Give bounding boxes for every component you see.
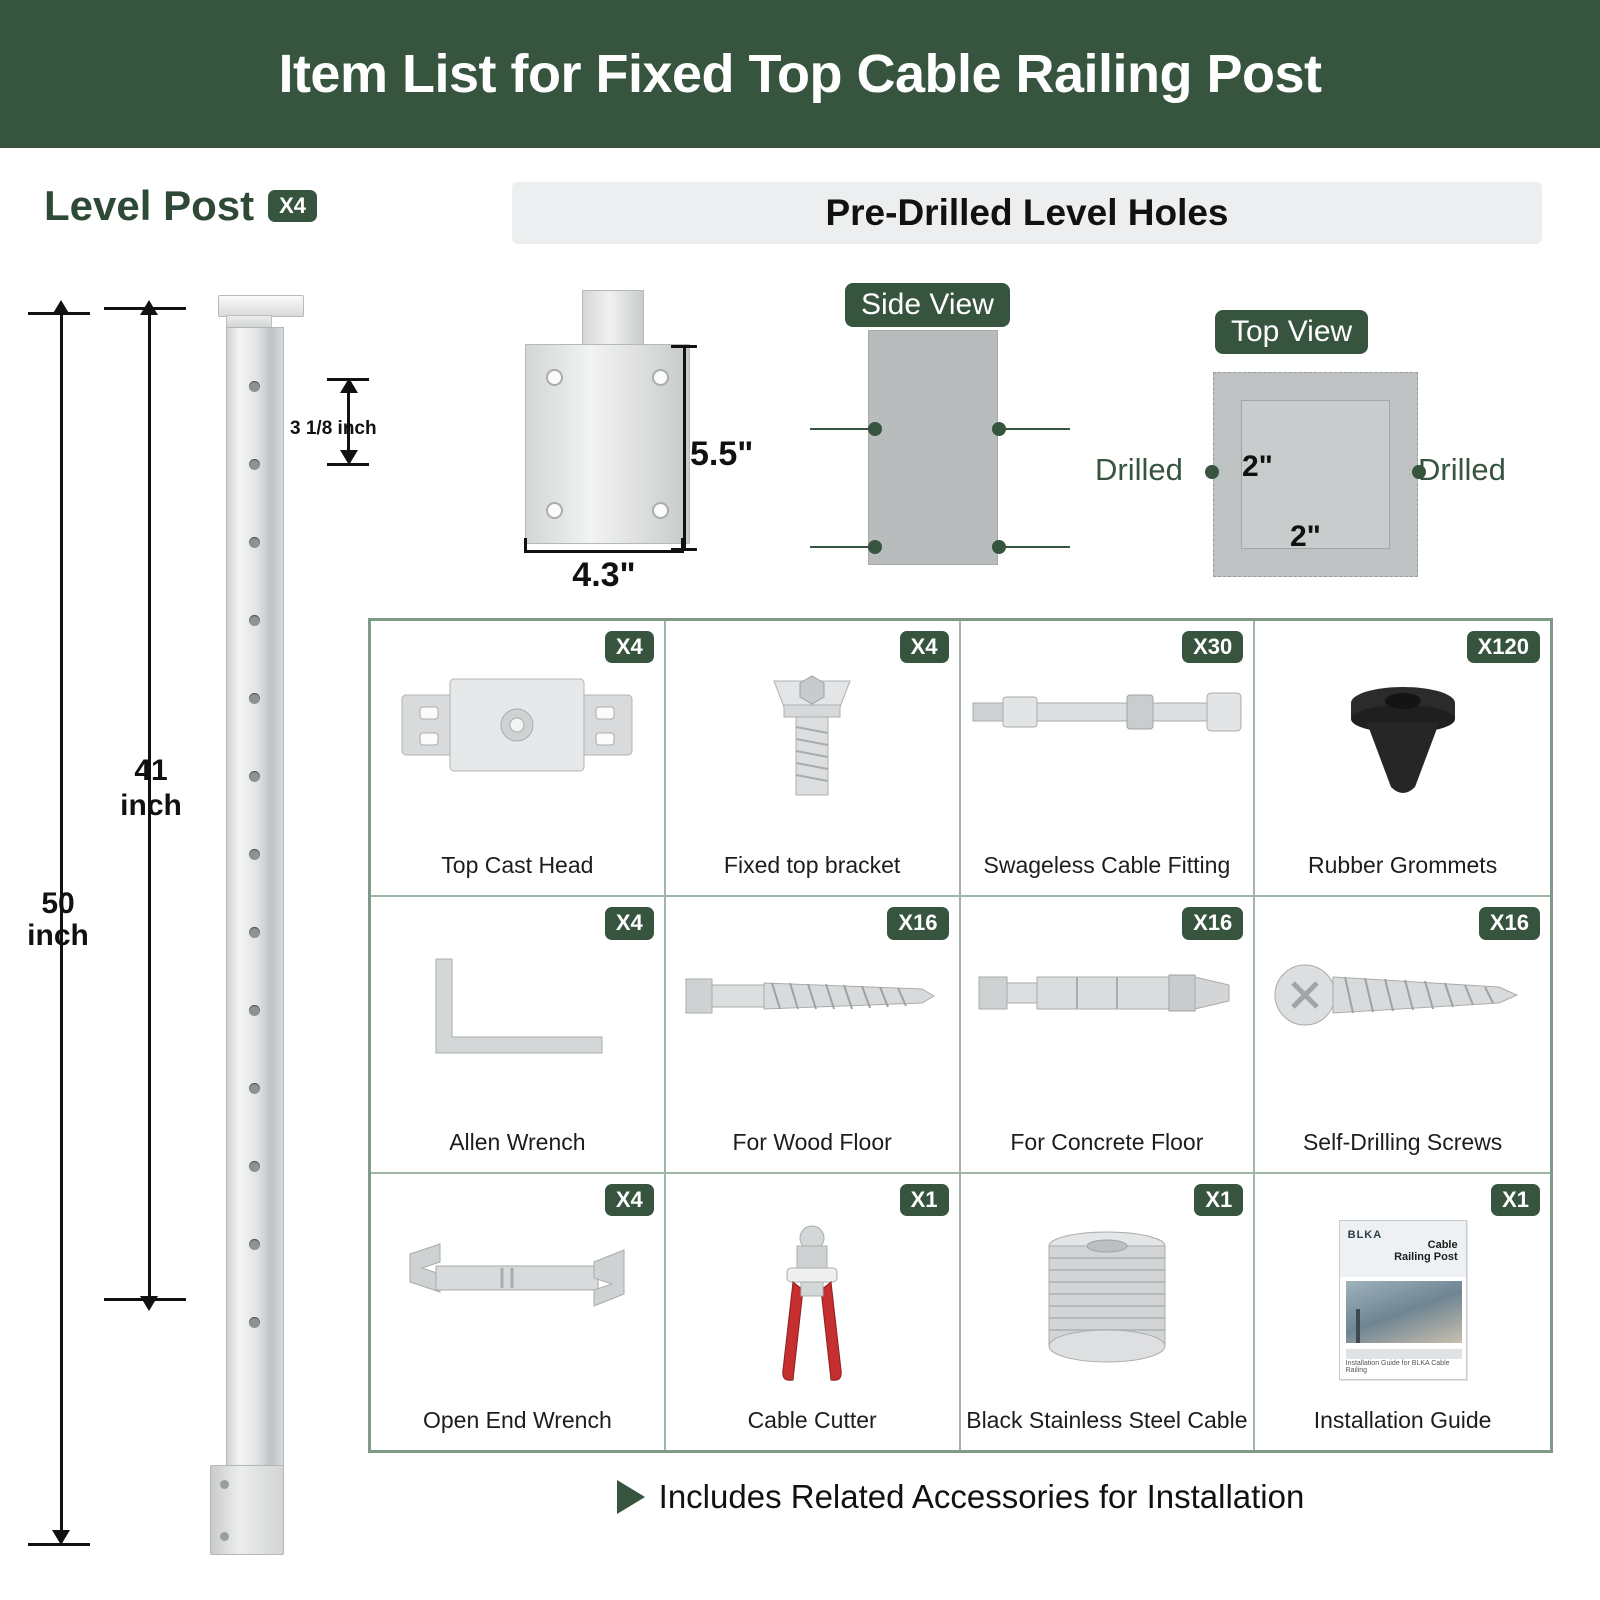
predrilled-title-bar [512, 182, 1542, 244]
guide-title-line2: Railing Post [1394, 1251, 1458, 1264]
dim-41-label-1: 41 [134, 754, 168, 787]
rubber-grommet-icon [1255, 667, 1550, 837]
item-qty-badge: X120 [1467, 631, 1540, 663]
item-qty-badge: X4 [605, 1184, 654, 1216]
hole-spacing-label: 3 1/8 inch [290, 418, 377, 439]
side-hole-left-top [868, 422, 882, 436]
post-hole [249, 381, 260, 392]
item-label: Fixed top bracket [723, 852, 901, 879]
front-width-tick-left [524, 538, 527, 552]
plate-hole [652, 369, 669, 386]
post-hole [249, 693, 260, 704]
item-qty-badge: X4 [605, 907, 654, 939]
item-qty-badge: X4 [605, 631, 654, 663]
item-label: Rubber Grommets [1308, 852, 1498, 879]
item-qty-badge: X4 [900, 631, 949, 663]
side-hole-right-bottom [992, 540, 1006, 554]
side-lead-left-bottom [810, 546, 868, 548]
dim-50-label-1: 50 [41, 887, 75, 920]
self-drilling-screw-icon [1255, 943, 1550, 1113]
page-header [0, 0, 1600, 148]
top-cast-head-icon [371, 667, 664, 837]
item-cell[interactable] [666, 621, 961, 897]
front-width-label: 4.3" [572, 556, 636, 594]
item-qty-badge: X16 [1182, 907, 1243, 939]
guide-photo [1346, 1281, 1462, 1343]
predrilled-title: Pre-Drilled Level Holes [825, 192, 1229, 233]
item-cell[interactable] [371, 897, 666, 1173]
item-cell[interactable] [961, 897, 1256, 1173]
front-height-label: 5.5" [690, 435, 754, 473]
post-top-cap [218, 295, 304, 317]
guide-divider [1346, 1349, 1462, 1359]
item-cell[interactable] [1255, 621, 1550, 897]
plate-hole [652, 502, 669, 519]
plate-tab [582, 290, 644, 346]
base-plate-hole [220, 1480, 229, 1489]
base-plate-hole [220, 1532, 229, 1541]
items-grid [368, 618, 1553, 1453]
front-width-line [524, 550, 684, 553]
guide-title-line1: Cable [1427, 1238, 1458, 1251]
item-cell[interactable] [666, 1174, 961, 1450]
post-hole [249, 1239, 260, 1250]
side-lead-right-top [998, 428, 1070, 430]
item-qty-badge: X16 [887, 907, 948, 939]
plate-hole [546, 502, 563, 519]
page-title: Item List for Fixed Top Cable Railing Post [278, 44, 1322, 104]
lag-screw-icon [666, 943, 959, 1113]
top-hole-left [1205, 465, 1219, 479]
installation-guide-icon [1255, 1220, 1550, 1390]
open-end-wrench-icon [371, 1220, 664, 1390]
guide-caption: Installation Guide for BLKA Cable Railing [1345, 1359, 1450, 1374]
post-hole [249, 459, 260, 470]
plate-main [525, 344, 690, 544]
post-base-plate [210, 1465, 284, 1555]
post-hole [249, 537, 260, 548]
item-label: Black Stainless Steel Cable [966, 1407, 1248, 1433]
dim-50-tick-top [28, 312, 90, 315]
top-view-depth-label: 2" [1290, 520, 1321, 553]
item-label: Swageless Cable Fitting [983, 852, 1231, 879]
side-view-tag: Side View [845, 283, 1010, 327]
front-width-tick-right [681, 538, 684, 552]
dim-50-tick-bottom [28, 1543, 90, 1546]
side-view-graphic [868, 330, 1008, 570]
item-label: Open End Wrench [422, 1407, 612, 1433]
side-hole-right-top [992, 422, 1006, 436]
post-body [226, 327, 284, 1467]
guide-booklet [1339, 1220, 1467, 1380]
level-post-text: Level Post [44, 182, 255, 229]
cable-spool-icon [961, 1220, 1254, 1390]
item-label: Installation Guide [1313, 1407, 1492, 1433]
guide-title [1394, 1239, 1458, 1264]
dim-41-tick-bottom [104, 1298, 186, 1301]
drilled-label-left: Drilled [1095, 452, 1183, 487]
cable-cutter-icon [666, 1220, 959, 1390]
hole-spacing-tick-bottom [327, 463, 369, 466]
front-height-line [683, 345, 686, 550]
post-hole [249, 927, 260, 938]
top-view-width-label: 2" [1242, 450, 1273, 483]
side-lead-right-bottom [998, 546, 1070, 548]
item-label: Self-Drilling Screws [1302, 1128, 1503, 1155]
level-post-label [44, 182, 317, 230]
item-label: Top Cast Head [441, 852, 594, 879]
item-qty-badge: X1 [1194, 1184, 1243, 1216]
post-hole [249, 849, 260, 860]
side-view-body [868, 330, 998, 565]
level-post-graphic [200, 295, 320, 1555]
cable-fitting-icon [961, 667, 1254, 837]
item-cell[interactable] [371, 621, 666, 897]
item-cell[interactable] [1255, 1174, 1550, 1450]
plate-hole [546, 369, 563, 386]
hole-spacing-tick-top [327, 378, 369, 381]
post-hole [249, 1005, 260, 1016]
footer-note [368, 1478, 1553, 1516]
item-cell[interactable] [961, 1174, 1256, 1450]
item-cell[interactable] [961, 621, 1256, 897]
top-view-tag: Top View [1215, 310, 1368, 354]
concrete-anchor-icon [961, 943, 1254, 1113]
dim-41-label-2: inch [120, 789, 182, 822]
post-hole [249, 1161, 260, 1172]
item-qty-badge: X16 [1479, 907, 1540, 939]
triangle-icon [617, 1480, 645, 1514]
post-hole [249, 771, 260, 782]
guide-brand: BLKA [1347, 1228, 1383, 1241]
level-post-qty-badge: X4 [268, 190, 317, 222]
dim-50-label-2: inch [27, 919, 89, 952]
post-hole [249, 615, 260, 626]
item-qty-badge: X1 [900, 1184, 949, 1216]
hex-bolt-icon [666, 667, 959, 837]
front-height-tick-top [671, 345, 697, 348]
side-lead-left-top [810, 428, 868, 430]
footer-note-text: Includes Related Accessories for Installation [658, 1478, 1305, 1515]
item-label: For Concrete Floor [1010, 1128, 1204, 1155]
item-label: Cable Cutter [747, 1407, 877, 1433]
item-cell[interactable] [1255, 897, 1550, 1173]
allen-wrench-icon [371, 943, 664, 1113]
drilled-label-right: Drilled [1418, 452, 1506, 487]
item-cell[interactable] [371, 1174, 666, 1450]
post-hole [249, 1317, 260, 1328]
dim-41-tick-top [104, 307, 186, 310]
side-hole-left-bottom [868, 540, 882, 554]
item-label: Allen Wrench [449, 1128, 586, 1155]
item-label: For Wood Floor [732, 1128, 892, 1155]
item-qty-badge: X1 [1491, 1184, 1540, 1216]
post-hole [249, 1083, 260, 1094]
item-cell[interactable] [666, 897, 961, 1173]
item-qty-badge: X30 [1182, 631, 1243, 663]
